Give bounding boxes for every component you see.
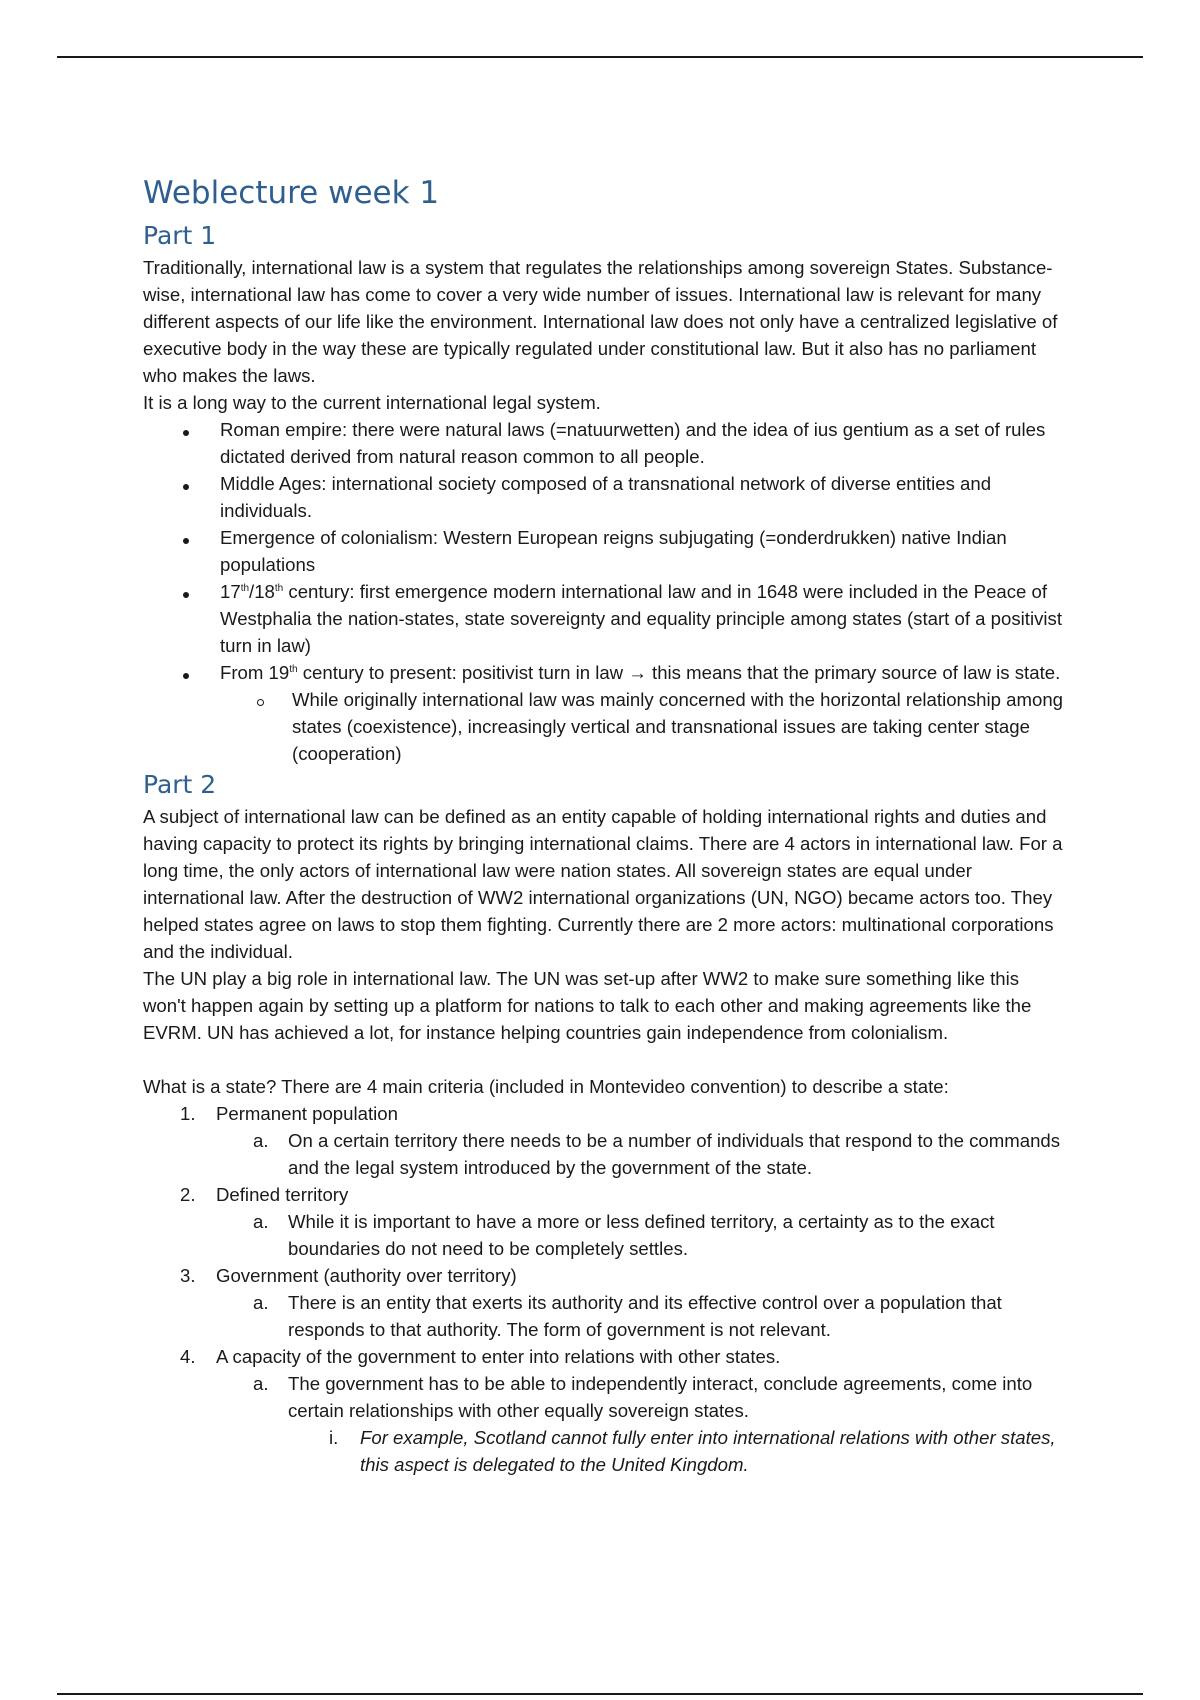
arrow-right-icon: → <box>628 662 647 683</box>
sub-bullet-list <box>220 686 1063 767</box>
list-item: a. There is an entity that exerts its authority and its effective control over a population that responds to that authority. The form of government is not relevant. <box>253 1292 1002 1340</box>
part-2-paragraph-2: The UN play a big role in international law. The UN was set-up after WW2 to make sure something like this won't happen again by setting up a platform for nations to talk to each other and making agreements like the EVRM. UN has achieved a lot, for instance helping countries gain independence from colonialism. <box>143 968 1032 1043</box>
part-1-lead: It is a long way to the current international legal system. <box>143 392 601 413</box>
state-criteria-list <box>143 1100 1063 1478</box>
bullet-icon <box>183 592 189 598</box>
list-item: a. The government has to be able to independently interact, conclude agreements, come into certain relationships with other equally sovereign states. i. For example, Scotland cannot fully enter into international relations with other states, this aspect is delegated to the United Kingdom. <box>216 1370 1063 1478</box>
circle-bullet-icon <box>257 699 264 706</box>
list-item: Emergence of colonialism: Western European reigns subjugating (=onderdrukken) native Indian populations <box>143 524 1063 578</box>
scotland-example: For example, Scotland cannot fully enter into international relations with other states, this aspect is delegated to the United Kingdom. <box>360 1427 1056 1475</box>
list-item: a. While it is important to have a more or less defined territory, a certainty as to the exact boundaries do not need to be completely settles. <box>253 1211 995 1259</box>
bullet-icon <box>183 673 189 679</box>
list-item: From 19th century to present: positivist turn in law → this means that the primary source of law is state. While originally international law was mainly concerned with the horizontal relationship among states (coexistence), increasingly vertical and transnational issues are taking center stage (cooperation) <box>143 659 1063 767</box>
list-item: 2. Defined territory a. While it is important to have a more or less defined territory, a certainty as to the exact boundaries do not need to be completely settles. <box>143 1181 1063 1262</box>
part-2-paragraph-1: A subject of international law can be defined as an entity capable of holding international rights and duties and having capacity to protect its rights by bringing international claims. There are 4 actors in international law. For a long time, the only actors of international law were nation states. All sovereign states are equal under international law. After the destruction of WW2 international organizations (UN, NGO) became actors too. They helped states agree on laws to stop them fighting. Currently there are 2 more actors: multinational corporations and the individual. <box>143 806 1063 962</box>
list-item: 17th/18th century: first emergence modern international law and in 1648 were included in the Peace of Westphalia the nation-states, state sovereignty and equality principle among states (start of a positivist turn in law) <box>143 578 1063 659</box>
part-1-heading: Part 1 <box>143 221 217 250</box>
list-item: 1. Permanent population a. On a certain territory there needs to be a number of individuals that respond to the commands and the legal system introduced by the government of the state. <box>143 1100 1063 1181</box>
bullet-icon <box>183 430 189 436</box>
list-item: a. On a certain territory there needs to be a number of individuals that respond to the commands and the legal system introduced by the government of the state. <box>253 1130 1061 1178</box>
part-1-intro: Traditionally, international law is a system that regulates the relationships among sovereign States. Substance-wise, international law has come to cover a very wide number of issues. International law is relevant for many different aspects of our life like the environment. International law does not only have a centralized legislative of executive body in the way these are typically regulated under constitutional law. But it also has no parliament who makes the laws. <box>143 257 1058 386</box>
list-item: 3. Government (authority over territory) a. There is an entity that exerts its authority and its effective control over a population that responds to that authority. The form of government is not relevant. <box>143 1262 1063 1343</box>
list-item: Roman empire: there were natural laws (=natuurwetten) and the idea of ius gentium as a set of rules dictated derived from natural reason common to all people. <box>143 416 1063 470</box>
part-2-heading: Part 2 <box>143 770 217 799</box>
document-body <box>143 174 1063 1478</box>
header-rule <box>57 56 1143 58</box>
document-title: Weblecture week 1 <box>143 175 440 211</box>
list-item: 4. A capacity of the government to enter into relations with other states. a. The government has to be able to independently interact, conclude agreements, come into certain relationships with other equally sovereign states. i. For example, Scotland cannot fully enter into international relations with other states, this aspect is delegated to the United Kingdom. <box>143 1343 1063 1478</box>
history-bullet-list <box>143 416 1063 767</box>
list-item: i. For example, Scotland cannot fully enter into international relations with other states, this aspect is delegated to the United Kingdom. <box>329 1427 1056 1475</box>
footer-rule <box>57 1693 1143 1695</box>
bullet-icon <box>183 538 189 544</box>
bullet-icon <box>183 484 189 490</box>
list-item: While originally international law was mainly concerned with the horizontal relationship among states (coexistence), increasingly vertical and transnational issues are taking center stage (cooperation) <box>220 686 1063 767</box>
list-item: Middle Ages: international society composed of a transnational network of diverse entities and individuals. <box>143 470 1063 524</box>
state-question: What is a state? There are 4 main criteria (included in Montevideo convention) to describe a state: <box>143 1076 949 1097</box>
